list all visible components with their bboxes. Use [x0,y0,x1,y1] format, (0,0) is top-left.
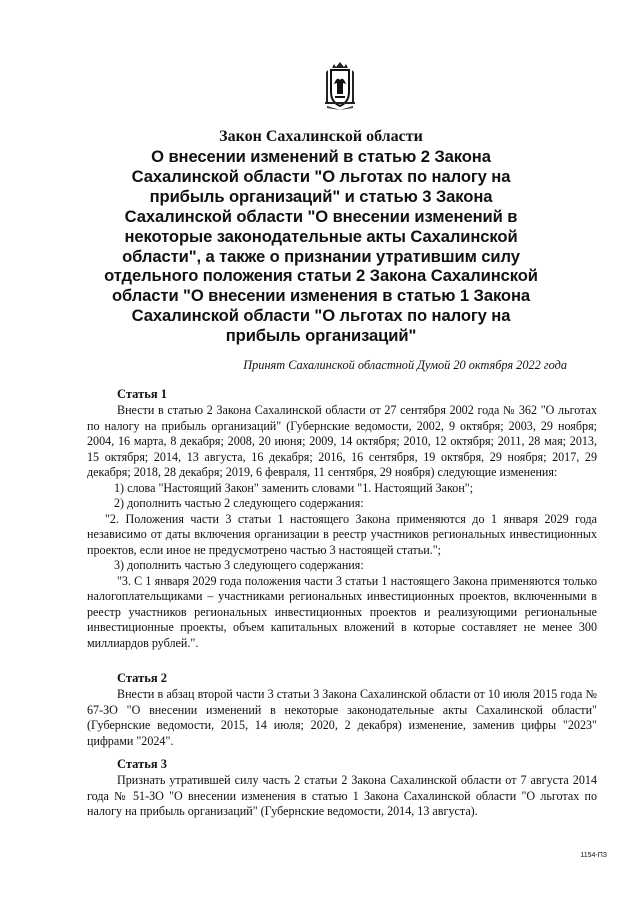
law-subtitle-line: прибыль организаций" и статью 3 Закона [149,186,493,206]
law-subtitle-line: О внесении изменений в статью 2 Закона [151,147,491,166]
law-subtitle-line: некоторые законодательные акты Сахалинской [124,226,518,246]
article-2-heading: Статья 2 [117,671,167,685]
law-title: Закон Сахалинской области [219,128,423,145]
law-subtitle-line: Сахалинской области "О льготах по налогу на [131,306,511,326]
article-3-heading: Статья 3 [117,757,167,771]
adoption-note: Принят Сахалинской областной Думой 20 октября 2022 года [243,358,567,372]
article-1-heading: Статья 1 [117,387,167,401]
law-subtitle-line: отдельного положения статьи 2 Закона Сахалинской [104,266,538,286]
document-code: 1154-ПЗ [580,852,607,859]
law-subtitle-line: прибыль организаций" [225,326,417,346]
law-subtitle-line: Сахалинской области "О внесении изменений в [124,206,518,226]
article-1-intro: Внести в статью 2 Закона Сахалинской области от 27 сентября 2002 года № 362 "О льготах по налогу на прибыль организаций" (Губернские ведомости, 2002, 9 октября; 2003, 29 ноября; 2004, 16 марта, 8 декабря; 2008, 20 июня; 2009, 14 октября; 2010, 12 октября; 2011, 28 мая; 2013, 15 октября; 2014, 13 августа, 16 декабря; 2016, 16 сентября, 19 октября, 29 ноября; 2017, 29 декабря; 2018, 28 декабря; 2019, 6 февраля, 11 сентября, 29 ноября) следующие изменения: [87,403,597,479]
article-1-quote-2: "2. Положения части 3 статьи 1 настоящего Закона применяются до 1 января 2029 года независимо от даты включения организации в реестр участников региональных инвестиционных проектов, если иное не предусмотрено частью 3 настоящей статьи."; [87,511,597,557]
article-1-item-3: 3) дополнить частью 3 следующего содержания: [114,558,364,572]
article-2-body [87,687,597,749]
law-subtitle-line: Сахалинской области "О льготах по налогу на [131,166,511,186]
article-3-text: Признать утратившей силу часть 2 статьи 2 Закона Сахалинской области от 7 августа 2014 года № 51-ЗО "О внесении изменения в статью 1 Закона Сахалинской области "О льготах по налогу на прибыль организаций" (Губернские ведомости, 2014, 13 августа). [87,773,597,818]
article-1-body [87,403,597,651]
law-subtitle-line: области "О внесении изменения в статью 1 Закона [111,286,531,306]
coat-of-arms-icon [323,62,357,110]
law-subtitle-line: области", а также о признании утратившим силу [122,246,520,266]
article-1-quote-3: "3. С 1 января 2029 года положения части 3 статьи 1 настоящего Закона применяются только налогоплательщиками – участниками региональных инвестиционных проектов, включенными в реестр участников региональных инвестиционных проектов и реализующими региональные инвестиционные проекты, объем капитальных вложений в которые составляет не менее 300 миллиардов рублей.". [87,573,597,650]
article-3-body [87,773,597,820]
article-1-item-2: 2) дополнить частью 2 следующего содержания: [114,496,364,510]
article-2-text: Внести в абзац второй части 3 статьи 3 Закона Сахалинской области от 10 июля 2015 года № 67-ЗО "О внесении изменений в некоторые законодательные акты Сахалинской области" (Губернские ведомости, 2015, 14 июля; 2020, 2 декабря) изменение, заменив цифры "2023" цифрами "2024". [87,687,597,748]
law-title-block [96,127,546,346]
article-1-item-1: 1) слова "Настоящий Закон" заменить словами "1. Настоящий Закон"; [114,480,474,495]
